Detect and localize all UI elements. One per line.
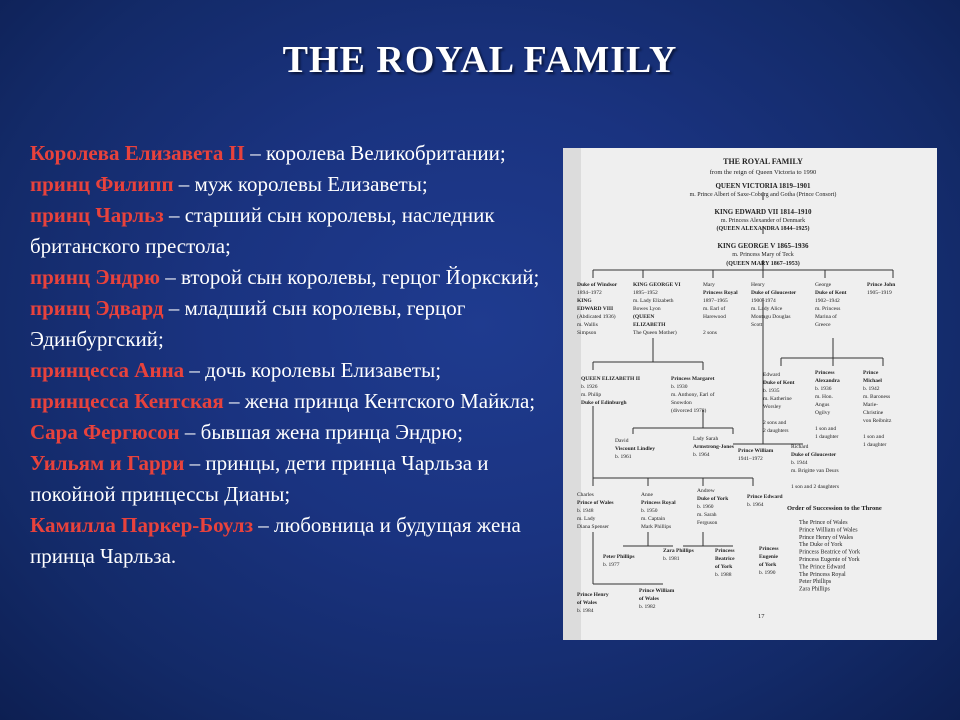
tree-node-michael: 1 son and: [863, 434, 885, 440]
succession-item: The Duke of York: [799, 542, 843, 549]
family-entry: [30, 510, 560, 572]
tree-node-sarah: Lady Sarah: [693, 436, 719, 442]
tree-node-george6: m. Lady Elizabeth: [633, 298, 674, 304]
tree-node-windsor: 1894–1972: [577, 290, 602, 296]
tree-node-beatrice: Princess: [715, 548, 735, 554]
tree-node-windsor: Simpson: [577, 330, 597, 336]
tree-node-anne: b. 1950: [641, 508, 658, 514]
tree-node-richard: Richard: [791, 444, 809, 450]
tree-node-mary: Harewood: [703, 314, 726, 320]
tree-node-alexandra: 1 daughter: [815, 434, 839, 440]
tree-node-richard: Duke of Gloucester: [791, 452, 837, 458]
family-member-description: – второй сын королевы, герцог Йоркский;: [160, 265, 540, 289]
tree-node-henry: Henry: [751, 282, 765, 288]
tree-node-andrew: Duke of York: [697, 496, 729, 502]
tree-node-harry: Prince Henry: [577, 592, 609, 598]
family-description-list: [30, 138, 560, 572]
tree-node-anne: Mark Phillips: [641, 524, 672, 530]
tree-node-georgekent: Marina of: [815, 314, 837, 320]
tree-node-andrew: Andrew: [697, 488, 715, 494]
tree-node-zara: Zara Phillips: [663, 548, 694, 554]
tree-node-windsor: KING: [577, 298, 592, 304]
tree-node-peter: b. 1977: [603, 562, 620, 568]
tree-node-elizabeth2: Duke of Edinburgh: [581, 400, 627, 406]
tree-node-eugenie: Princess: [759, 546, 779, 552]
tree-node-william_g: 1941–1972: [738, 456, 763, 462]
family-entry: [30, 169, 560, 200]
tree-node-eugenie: b. 1990: [759, 570, 776, 576]
tree-node-alexandra: Princess: [815, 370, 835, 376]
tree-node-margaret: (divorced 1978): [671, 408, 707, 414]
family-member-description: – принцы, дети принца Чарльза и покойной принцессы Дианы;: [30, 451, 489, 506]
tree-node-elizabeth2: QUEEN ELIZABETH II: [581, 376, 640, 382]
succession-item: Princess Eugenie of York: [799, 557, 860, 563]
family-member-description: – дочь королевы Елизаветы;: [184, 358, 442, 382]
tree-node-george6: KING GEORGE VI: [633, 282, 681, 288]
tree-node-mary: Mary: [703, 282, 715, 288]
tree-node-edwardkent: m. Katherine: [763, 396, 792, 402]
tree-node-william: of Wales: [639, 596, 659, 602]
tree-node-margaret: b. 1930: [671, 384, 688, 390]
succession-item: Princess Beatrice of York: [799, 549, 860, 556]
tree-node-georgekent: Greece: [815, 322, 831, 328]
tree-node-georgekent: m. Princess: [815, 306, 841, 312]
tree-node-margaret: m. Anthony, Earl of: [671, 392, 715, 398]
tree-node-henry: Duke of Gloucester: [751, 290, 797, 296]
family-entry: [30, 138, 560, 169]
tree-node-charles: Diana Spenser: [577, 524, 609, 530]
tree-node-andrew: b. 1960: [697, 504, 714, 510]
family-member-description: – жена принца Кентского Майкла;: [223, 389, 536, 413]
tree-node-edward7: m. Princess Alexander of Denmark: [720, 218, 806, 224]
tree-node-john: 1905–1919: [867, 290, 892, 296]
family-entry: [30, 386, 560, 417]
succession-item: The Prince of Wales: [799, 520, 848, 526]
tree-node-peter: Peter Phillips: [603, 554, 635, 560]
tree-node-michael: Christine: [863, 410, 884, 416]
tree-node-alexandra: Angus: [815, 402, 830, 408]
family-member-description: – королева Великобритании;: [244, 141, 506, 165]
tree-node-zara: b. 1981: [663, 556, 680, 562]
family-member-name: Королева Елизавета II: [30, 141, 245, 165]
tree-node-edwardkent: 2 daughters: [763, 428, 789, 434]
tree-node-edward: b. 1964: [747, 502, 764, 508]
tree-node-edwardkent: Worsley: [763, 404, 782, 410]
tree-node-michael: Prince: [863, 370, 879, 376]
family-member-name: принц Филипп: [30, 172, 174, 196]
family-entry: [30, 448, 560, 510]
tree-node-edwardkent: 2 sons and: [763, 420, 787, 426]
tree-node-henry: m. Lady Alice: [751, 306, 783, 312]
tree-node-beatrice: of York: [715, 564, 733, 570]
family-member-description: – муж королевы Елизаветы;: [173, 172, 428, 196]
tree-node-alexandra: Ogilvy: [815, 410, 831, 416]
family-member-description: – любовница и будущая жена принца Чарльза.: [30, 513, 521, 568]
family-member-name: принц Эндрю: [30, 265, 161, 289]
tree-node-henry: 1900–1974: [751, 298, 776, 304]
tree-node-george6: (QUEEN: [633, 314, 655, 320]
tree-node-alexandra: m. Hon.: [815, 394, 833, 400]
tree-node-windsor: (Abdicated 1936): [577, 314, 616, 320]
family-tree-scan: [563, 148, 937, 640]
tree-node-charles: Prince of Wales: [577, 500, 614, 506]
tree-node-george6: The Queen Mother): [633, 330, 677, 336]
tree-node-victoria: m. Prince Albert of Saxe-Coburg and Gotha (Prince Consort): [689, 192, 837, 198]
tree-node-beatrice: b. 1988: [715, 572, 732, 578]
tree-node-sarah: b. 1964: [693, 452, 710, 458]
tree-node-george6: Bowes Lyon: [633, 306, 661, 312]
tree-node-charles: b. 1948: [577, 508, 594, 514]
family-member-name: принц Эдвард: [30, 296, 164, 320]
slide-title: THE ROYAL FAMILY: [282, 39, 678, 81]
tree-node-harry: of Wales: [577, 600, 597, 606]
tree-node-mary: 2 sons: [703, 330, 717, 336]
tree-node-windsor: EDWARD VIII: [577, 306, 614, 312]
tree-node-richard: m. Brigitte van Deurs: [791, 468, 839, 474]
tree-node-anne: Anne: [641, 492, 653, 498]
family-member-description: – старший сын королевы, наследник британского престола;: [30, 203, 495, 258]
tree-node-charles: m. Lady: [577, 516, 596, 522]
succession-item: Peter Phillips: [799, 579, 832, 586]
tree-node-margaret: Snowdon: [671, 400, 692, 406]
family-member-name: Камилла Паркер-Боулз: [30, 513, 254, 537]
tree-node-elizabeth2: m. Philip: [581, 392, 602, 398]
tree-node-margaret: Princess Margaret: [671, 376, 715, 382]
tree-node-michael: Marie-: [863, 402, 878, 408]
family-member-description: – бывшая жена принца Эндрю;: [179, 420, 463, 444]
family-entry: [30, 293, 560, 355]
page-number: 17: [758, 613, 765, 620]
tree-node-edward7: (QUEEN ALEXANDRA 1844–1925): [716, 226, 810, 232]
tree-node-andrew: m. Sarah: [697, 512, 717, 518]
tree-node-sarah: Armstrong-Jones: [693, 444, 734, 450]
tree-node-william_g: Prince William: [738, 448, 774, 454]
tree-node-richard: 1 son and 2 daughters: [791, 484, 839, 490]
tree-node-alexandra: 1 son and: [815, 426, 837, 432]
tree-node-george6: ELIZABETH: [633, 322, 666, 328]
succession-item: The Princess Royal: [799, 571, 846, 578]
tree-node-andrew: Ferguson: [697, 520, 718, 526]
succession-item: Prince Henry of Wales: [799, 534, 854, 541]
tree-node-edward7: KING EDWARD VII 1814–1910: [714, 208, 812, 216]
tree-node-eugenie: of York: [759, 562, 777, 568]
tree-node-georgekent: 1902–1942: [815, 298, 840, 304]
family-entry: [30, 355, 560, 386]
tree-node-george5: m. Princess Mary of Teck: [732, 252, 794, 258]
tree-node-george5: (QUEEN MARY 1867–1953): [726, 261, 800, 267]
tree-node-michael: 1 daughter: [863, 442, 887, 448]
tree-node-george6: 1895–1952: [633, 290, 658, 296]
tree-node-windsor: m. Wallis: [577, 322, 598, 328]
family-tree-diagram: [563, 148, 937, 640]
tree-heading: THE ROYAL FAMILY: [723, 157, 803, 166]
tree-node-victoria: QUEEN VICTORIA 1819–1901: [715, 182, 811, 190]
tree-node-eugenie: Eugenie: [759, 554, 778, 560]
tree-node-edwardkent: Duke of Kent: [763, 380, 795, 386]
tree-node-georgekent: Duke of Kent: [815, 290, 847, 296]
tree-node-anne: m. Captain: [641, 516, 666, 522]
succession-item: Prince William of Wales: [799, 527, 858, 534]
tree-subheading: from the reign of Queen Victoria to 1990: [709, 169, 817, 176]
family-member-description: – младший сын королевы, герцог Эдинбургский;: [30, 296, 466, 351]
tree-node-mary: m. Earl of: [703, 306, 726, 312]
family-member-name: принцесса Кентская: [30, 389, 224, 413]
tree-node-georgekent: George: [815, 282, 832, 288]
tree-node-elizabeth2: b. 1926: [581, 384, 598, 390]
tree-node-george5: KING GEORGE V 1865–1936: [717, 242, 809, 250]
tree-node-linley: b. 1961: [615, 454, 632, 460]
tree-node-anne: Princess Royal: [641, 500, 676, 506]
tree-node-edwardkent: b. 1935: [763, 388, 780, 394]
tree-node-henry: Scott: [751, 322, 763, 328]
tree-node-windsor: Duke of Windsor: [577, 282, 618, 288]
tree-node-beatrice: Beatrice: [715, 556, 735, 562]
tree-node-william: Prince William: [639, 588, 675, 594]
succession-item: Zara Phillips: [799, 586, 830, 593]
tree-node-william: b. 1982: [639, 604, 656, 610]
tree-node-mary: 1897–1965: [703, 298, 728, 304]
tree-node-michael: m. Baroness: [863, 394, 891, 400]
tree-node-linley: David: [615, 438, 629, 444]
family-member-name: Уильям и Гарри: [30, 451, 185, 475]
tree-node-harry: b. 1984: [577, 608, 594, 614]
tree-node-john: Prince John: [867, 282, 896, 288]
tree-node-edward: Prince Edward: [747, 494, 783, 500]
tree-node-henry: Montagu Douglas: [751, 314, 791, 320]
tree-node-alexandra: Alexandra: [815, 378, 840, 384]
tree-node-edwardkent: Edward: [763, 372, 781, 378]
succession-title: Order of Succession to the Throne: [787, 505, 882, 512]
family-entry: [30, 262, 560, 293]
tree-node-michael: b. 1942: [863, 386, 880, 392]
succession-item: The Prince Edward: [799, 564, 846, 571]
tree-node-michael: von Reibnitz: [863, 418, 892, 424]
family-entry: [30, 417, 560, 448]
family-entry: [30, 200, 560, 262]
tree-node-michael: Michael: [863, 378, 882, 384]
family-member-name: принцесса Анна: [30, 358, 185, 382]
tree-node-richard: b. 1944: [791, 460, 808, 466]
tree-node-charles: Charles: [577, 492, 594, 498]
family-member-name: принц Чарльз: [30, 203, 164, 227]
family-member-name: Сара Фергюсон: [30, 420, 180, 444]
tree-node-alexandra: b. 1936: [815, 386, 832, 392]
tree-node-mary: Princess Royal: [703, 290, 738, 296]
tree-node-linley: Viscount Lindley: [615, 446, 655, 452]
